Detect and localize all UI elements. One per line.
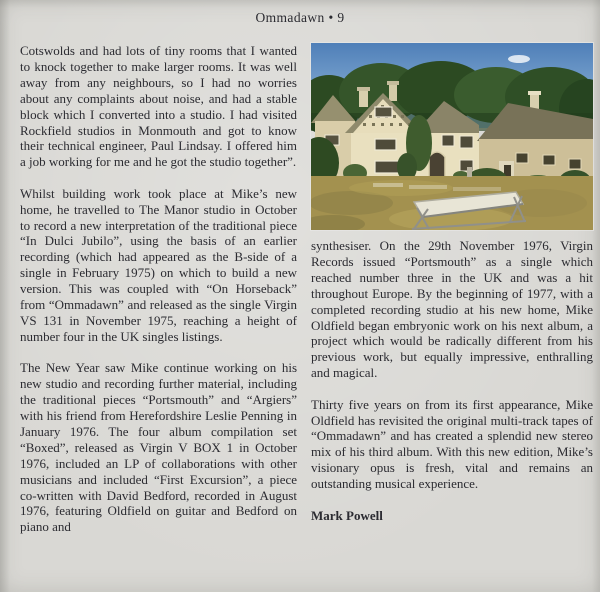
- page-header: Ommadawn • 9: [255, 10, 345, 25]
- cloud-shape: [508, 55, 530, 63]
- paragraph-2: Whilst building work took place at Mike’s new home, he travelled to The Manor studio in October to record a new interpretation of the traditional piece “In Dulci Jubilo”, using the basis of an earlier recording (which had appeared as the B-side of a single in February 1975) on which to build a new version. This was coupled with “On Horseback” from “Ommadawn” and released as the single Virgin VS 131 in November 1975, reaching a height of number four in the UK singles listings.: [20, 185, 297, 344]
- byline: Mark Powell: [311, 507, 383, 523]
- paragraph-5: Thirty five years on from its first appearance, Mike Oldfield has revisited the original multi-track tapes of “Ommadawn” and has created a splendid new stereo mix of his third album. With this new edition, Mike’s visionary opus is fresh, vital and remains an outstanding musical experience.: [311, 396, 593, 492]
- right-column: [311, 43, 593, 551]
- paragraph-4: synthesiser. On the 29th November 1976, Virgin Records issued “Portsmouth” as a single which reached number three in the UK and was a hit throughout Europe. By the beginning of 1977, with a completed recording studio at his new home, Mike Oldfield began embryonic work on his next album, a project which would be radically different from his previous work, but equally impressive, enthralling and magical.: [311, 238, 593, 381]
- manor-house-photo: [311, 43, 593, 230]
- garden-ornament: [467, 167, 472, 177]
- paragraph-3: The New Year saw Mike continue working on his new studio and recording further material, including the traditional pieces “Portsmouth” and “Argiers” with his friend from Herefordshire Leslie Penning in January 1976. The four album compilation set “Boxed”, released as Virgin V BOX 1 in October 1976, included an LP of collaborations with other musicians and included “First Excursion”, a piece co-written with David Bedford, recorded in August 1976, featuring Oldfield on guitar and Bedford on piano and: [20, 360, 297, 535]
- left-column: [20, 43, 297, 551]
- paragraph-1: Cotswolds and had lots of tiny rooms that I wanted to knock together to make larger rooms. It was well away from any neighbours, so I had no worries about any complaints about noise, and had a stable block which I converted into a studio. I had visited Rockfield studios in Monmouth and got to know their technical engineer, Paul Lindsay. I offered him a job working for me and he got the studio together”.: [20, 43, 297, 170]
- two-column-layout: [0, 27, 600, 551]
